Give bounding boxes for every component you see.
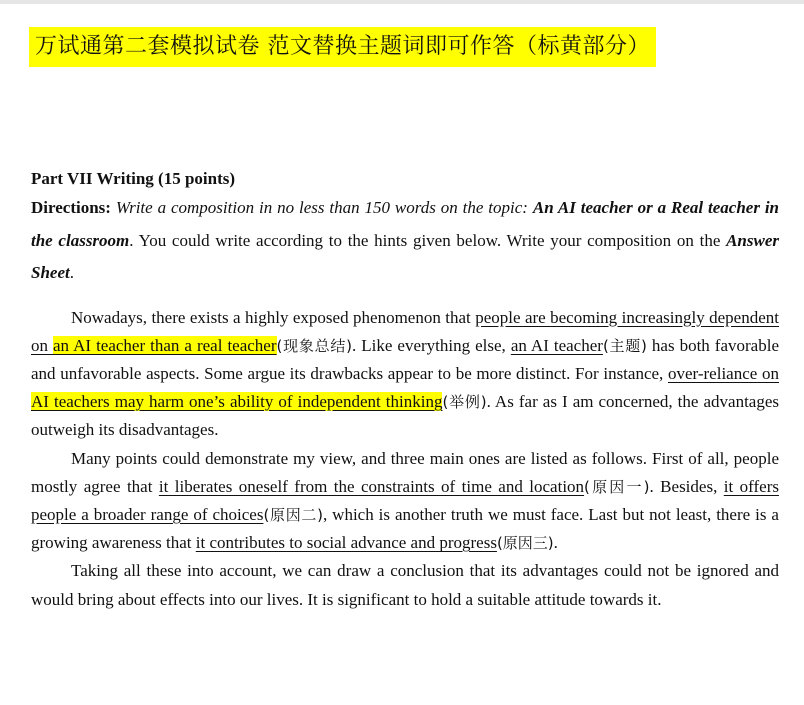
directions-prompt: Write a composition in no less than 150 words on the topic:: [115, 198, 528, 217]
document-body: [31, 166, 779, 614]
p2-text-1: Many points could demonstrate my view, and three main ones are listed as follows. First of all, people mostly agree that: [31, 448, 779, 496]
essay-paragraph-1: [31, 304, 779, 445]
p2-text-2: . Besides,: [649, 476, 724, 496]
top-rule: [0, 0, 804, 4]
essay-paragraph-2: [31, 445, 779, 558]
p1-note-example: (举例): [442, 393, 487, 412]
p1-highlight-example: AI teachers may harm one’s ability of independent thinking: [31, 392, 443, 412]
sample-essay: [31, 304, 779, 614]
p1-text-2: . Like everything else,: [352, 335, 511, 355]
p2-note-reason-3: (原因三): [496, 534, 554, 553]
p1-underlined-text: people are becoming increasingly dependent on: [31, 307, 779, 355]
directions-instructions: You could write according to the hints given below. Write your composition on the: [133, 230, 727, 250]
p2-note-reason-1: (原因一): [584, 477, 650, 496]
directions-period: .: [129, 230, 134, 250]
p1-text-1: Nowadays, there exists a highly exposed phenomenon that: [71, 307, 476, 327]
p1-topic-underlined: an AI teacher: [510, 335, 603, 355]
p2-text-3: , which is another truth we must face. Last but not least, there is a growing awareness that: [31, 504, 779, 553]
p2-reason-2: it offers people a broader range of choices: [31, 476, 779, 524]
directions-topic: An AI teacher or a Real teacher in the classroom: [31, 198, 780, 250]
p2-note-reason-2: (原因二): [263, 505, 323, 524]
directions-label: Directions:: [31, 198, 111, 217]
answer-sheet-label: Answer Sheet: [31, 230, 780, 282]
p1-underlined-text-2: over-reliance on: [667, 363, 779, 383]
p1-note-topic: (主题): [602, 336, 647, 355]
p2-text-4: .: [553, 533, 558, 553]
directions-paragraph: [31, 192, 779, 290]
essay-paragraph-3: Taking all these into account, we can draw a conclusion that its advantages could not be ignored and would bring about effects into our lives. It is significant to hold a suitable attitude towards it.: [31, 561, 779, 609]
directions-end: .: [69, 263, 74, 282]
part-heading: Part VII Writing (15 points): [31, 169, 236, 188]
p1-text-4: . As far as I am concerned, the advantages outweigh its disadvantages.: [31, 392, 779, 440]
p1-highlight-phenomenon: an AI teacher than a real teacher: [53, 335, 277, 355]
p2-reason-1: it liberates oneself from the constraints of time and location: [158, 476, 585, 496]
document-title: 万试通第二套模拟试卷 范文替换主题词即可作答（标黄部分）: [29, 27, 656, 67]
p1-text-3: has both favorable and unfavorable aspects. Some argue its drawbacks appear to be more distinct. For instance,: [31, 335, 779, 383]
p1-note-phenomenon: (现象总结): [276, 336, 352, 355]
p2-reason-3: it contributes to social advance and progress: [195, 533, 497, 553]
